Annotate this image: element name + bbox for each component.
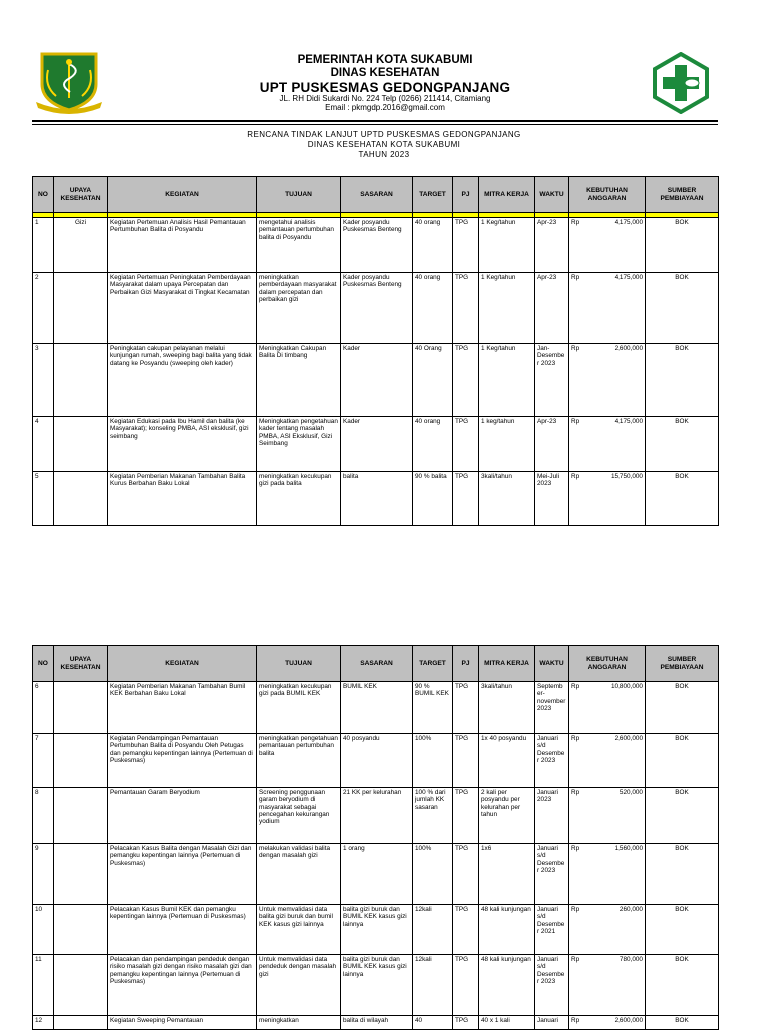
column-header: MITRA KERJA [479,646,535,682]
table-header-row [33,646,719,682]
column-header: PJ [453,177,479,213]
address: JL. RH Didi Sukardi No. 224 Telp (0266) 211414, Citamiang [279,93,491,103]
column-header: NO [33,177,54,213]
currency-label: Rp [571,274,580,281]
currency-label: Rp [571,845,580,852]
cell-upaya [54,1016,108,1030]
cell-sasaran: balita di wilayah [341,1016,413,1030]
table-row [33,844,719,905]
cell-no: 1 [33,218,54,273]
cell-anggaran [569,788,646,844]
cell-waktu: Januari s/d Desember 2021 [535,905,569,955]
cell-sumber: BOK [646,417,719,472]
cell-sasaran: balita gizi buruk dan BUMIL KEK kasus gizi lainnya [341,905,413,955]
cell-sumber: BOK [646,218,719,273]
amount-value: 15,750,000 [611,473,643,480]
cell-tujuan: meningkatkan pengetahuan pemantauan pertumbuhan balita [257,734,341,788]
amount-value: 2,600,000 [614,345,643,352]
cell-target: 100 % dari jumlah KK sasaran [413,788,453,844]
cell-no: 7 [33,734,54,788]
cell-kegiatan: Kegiatan Pertemuan Analisis Hasil Pemantauan Pertumbuhan Balita di Posyandu [108,218,257,273]
cell-anggaran [569,955,646,1016]
letterhead [0,0,768,125]
cell-kegiatan: Pelacakan Kasus Bumil KEK dan pemangku kepentingan lainnya (Pertemuan di Puskesmas) [108,905,257,955]
table-row [33,417,719,472]
table-row [33,905,719,955]
amount-value: 4,175,000 [614,418,643,425]
cell-sumber: BOK [646,1016,719,1030]
cell-sumber: BOK [646,734,719,788]
cell-sasaran: Kader posyandu Puskesmas Benteng [341,273,413,344]
cell-target: 90 % BUMIL KEK [413,682,453,734]
cell-tujuan: mengetahui analisis pemantauan pertumbuhan balita di Posyandu [257,218,341,273]
cell-tujuan: meningkatkan kecukupan gizi pada balita [257,472,341,526]
cell-upaya [54,844,108,905]
column-header: SUMBER PEMBIAYAAN [646,177,719,213]
amount-value: 780,000 [619,956,643,963]
cell-pj: TPG [453,844,479,905]
cell-sasaran: 40 posyandu [341,734,413,788]
column-header: TUJUAN [257,177,341,213]
cell-anggaran [569,734,646,788]
column-header: TARGET [413,177,453,213]
cell-pj: TPG [453,472,479,526]
column-header: KEBUTUHAN ANGGARAN [569,646,646,682]
cell-waktu: Januari [535,1016,569,1030]
cell-target: 40 orang [413,273,453,344]
table-header-row [33,177,719,213]
cell-anggaran [569,682,646,734]
table-row [33,734,719,788]
cell-mitra: 40 x 1 kali [479,1016,535,1030]
cell-kegiatan: Kegiatan Pendampingan Pemantauan Pertumbuhan Balita di Posyandu Oleh Petugas dan pemangku kepentingan lainnya (Pertemuan di Puskesmas) [108,734,257,788]
currency-label: Rp [571,906,580,913]
title-line-2: DINAS KESEHATAN KOTA SUKABUMI [307,140,461,149]
cell-kegiatan: Kegiatan Pemberian Makanan Tambahan Bumil KEK Berbahan Baku Lokal [108,682,257,734]
cell-tujuan: melakukan validasi balita dengan masalah gizi [257,844,341,905]
title-line-3: TAHUN 2023 [358,150,410,159]
cell-waktu: Apr-23 [535,218,569,273]
cell-waktu: Apr-23 [535,417,569,472]
currency-label: Rp [571,789,580,796]
cell-anggaran [569,273,646,344]
cell-anggaran [569,905,646,955]
cell-mitra: 48 kali kunjungan [479,905,535,955]
cell-sumber: BOK [646,472,719,526]
cell-no: 12 [33,1016,54,1030]
amount-value: 1,560,000 [614,845,643,852]
cell-pj: TPG [453,734,479,788]
cell-waktu: Januari 2023 [535,788,569,844]
city-emblem-logo [34,50,104,114]
cell-anggaran [569,472,646,526]
cell-tujuan: meningkatkan kecukupan gizi pada BUMIL KEK [257,682,341,734]
cell-mitra: 1 Keg/tahun [479,273,535,344]
cell-upaya: Gizi [54,218,108,273]
cell-pj: TPG [453,905,479,955]
cell-no: 11 [33,955,54,1016]
currency-label: Rp [571,418,580,425]
cell-tujuan: Meningkatkan pengetahuan kader tentang masalah PMBA, ASI Eksklusif, Gizi Seimbang [257,417,341,472]
column-header: UPAYA KESEHATAN [54,646,108,682]
cell-mitra: 3kali/tahun [479,682,535,734]
cell-pj: TPG [453,218,479,273]
cell-target: 100% [413,734,453,788]
cell-sasaran: BUMIL KEK [341,682,413,734]
cell-upaya [54,273,108,344]
column-header: UPAYA KESEHATAN [54,177,108,213]
plan-table-2 [32,645,719,1030]
cell-pj: TPG [453,682,479,734]
cell-kegiatan: Kegiatan Sweeping Pemantauan [108,1016,257,1030]
cell-sumber: BOK [646,682,719,734]
column-header: KEGIATAN [108,646,257,682]
plan-table-1 [32,176,719,526]
column-header: MITRA KERJA [479,177,535,213]
email: Email : pkmgdp.2016@gmail.com [325,102,445,112]
cell-target: 40 [413,1016,453,1030]
cell-target: 100% [413,844,453,905]
cell-kegiatan: Peningkatan cakupan pelayanan melalui kunjungan rumah, sweeping bagi balita yang tidak datang ke Posyandu (sweeping oleh kader) [108,344,257,417]
amount-value: 4,175,000 [614,274,643,281]
cell-target: 90 % balita [413,472,453,526]
cell-upaya [54,734,108,788]
cell-kegiatan: Kegiatan Pertemuan Peningkatan Pemberdayaan Masyarakat dalam upaya Percepatan dan Perbaikan Gizi Masyarakat di Tingkat Kecamatan [108,273,257,344]
cell-upaya [54,417,108,472]
cell-anggaran [569,218,646,273]
cell-pj: TPG [453,273,479,344]
cell-anggaran [569,344,646,417]
cell-sasaran: Kader [341,344,413,417]
cell-mitra: 1x6 [479,844,535,905]
table-row [33,344,719,417]
amount-value: 10,800,000 [611,683,643,690]
cell-no: 9 [33,844,54,905]
cell-tujuan: meningkatkan [257,1016,341,1030]
cell-kegiatan: Pemantauan Garam Beryodium [108,788,257,844]
cell-tujuan: Screening penggunaan garam beryodium di masyarakat sebagai pencegahan kekurangan yodium [257,788,341,844]
cell-sumber: BOK [646,273,719,344]
cell-waktu: Apr-23 [535,273,569,344]
column-header: SASARAN [341,177,413,213]
amount-value: 520,000 [619,789,643,796]
letterhead-rule [32,120,718,122]
amount-value: 2,600,000 [614,1017,643,1024]
cell-mitra: 48 kali kunjungan [479,955,535,1016]
column-header: KEBUTUHAN ANGGARAN [569,177,646,213]
currency-label: Rp [571,345,580,352]
cell-tujuan: Untuk memvalidasi data balita gizi buruk dan bumil KEK kasus gizi lainnya [257,905,341,955]
table-row [33,955,719,1016]
currency-label: Rp [571,219,580,226]
department-name: DINAS KESEHATAN [330,66,440,79]
cell-no: 10 [33,905,54,955]
column-header: NO [33,646,54,682]
cell-sumber: BOK [646,955,719,1016]
table-row [33,273,719,344]
cell-target: 40 orang [413,218,453,273]
cell-anggaran [569,1016,646,1030]
institution-name: UPT PUSKESMAS GEDONGPANJANG [259,79,511,95]
cell-waktu: September-november 2023 [535,682,569,734]
cell-target: 12kali [413,905,453,955]
currency-label: Rp [571,735,580,742]
cell-waktu: Jan-Desember 2023 [535,344,569,417]
column-header: SASARAN [341,646,413,682]
cell-kegiatan: Pelacakan dan pendampingan pendeduk dengan risiko masalah gizi dengan risiko masalah gizi dan pemangku kepentingan lainnya (Pertemuan di Puskesmas) [108,955,257,1016]
cell-upaya [54,955,108,1016]
cell-kegiatan: Pelacakan Kasus Balita dengan Masalah Gizi dan pemangku kepentingan lainnya (Pertemuan di Puskesmas) [108,844,257,905]
cell-sasaran: balita gizi buruk dan BUMIL KEK kasus gizi lainnya [341,955,413,1016]
cell-mitra: 3kali/tahun [479,472,535,526]
cell-anggaran [569,844,646,905]
gov-name: PEMERINTAH KOTA SUKABUMI [297,54,473,66]
cell-waktu: Januari s/d Desember 2023 [535,734,569,788]
cell-upaya [54,472,108,526]
column-header: WAKTU [535,646,569,682]
cell-waktu: Januari s/d Desember 2023 [535,844,569,905]
currency-label: Rp [571,1017,580,1024]
currency-label: Rp [571,683,580,690]
column-header: SUMBER PEMBIAYAAN [646,646,719,682]
cell-waktu: Mei-Juli 2023 [535,472,569,526]
cell-tujuan: meningkatkan pemberdayaan masyarakat dalam percepatan dan perbaikan gizi [257,273,341,344]
cell-kegiatan: Kegiatan Pemberian Makanan Tambahan Balita Kurus Berbahan Baku Lokal [108,472,257,526]
cell-anggaran [569,417,646,472]
cell-sumber: BOK [646,905,719,955]
amount-value: 260,000 [619,906,643,913]
cell-pj: TPG [453,344,479,417]
cell-no: 8 [33,788,54,844]
cell-tujuan: Untuk memvalidasi data pendeduk dengan masalah gizi [257,955,341,1016]
cell-mitra: 1 Keg/tahun [479,344,535,417]
title-line-1: RENCANA TINDAK LANJUT UPTD PUSKESMAS GEDONGPANJANG [247,130,521,139]
table-row [33,788,719,844]
cell-no: 2 [33,273,54,344]
cell-sumber: BOK [646,788,719,844]
cell-sumber: BOK [646,344,719,417]
puskesmas-logo [652,52,710,114]
currency-label: Rp [571,956,580,963]
cell-kegiatan: Kegiatan Edukasi pada Ibu Hamil dan balita (ke Masyarakat); konseling PMBA, ASI eksklusif, gizi seimbang [108,417,257,472]
column-header: KEGIATAN [108,177,257,213]
cell-waktu: Januari s/d Desember 2023 [535,955,569,1016]
table-row [33,682,719,734]
cell-sasaran: balita [341,472,413,526]
cell-no: 4 [33,417,54,472]
cell-upaya [54,344,108,417]
cell-target: 40 Orang [413,344,453,417]
column-header: PJ [453,646,479,682]
amount-value: 4,175,000 [614,219,643,226]
cell-no: 6 [33,682,54,734]
cell-sumber: BOK [646,844,719,905]
cell-sasaran: 21 KK per kelurahan [341,788,413,844]
cell-mitra: 1 Keg/tahun [479,218,535,273]
cell-sasaran: 1 orang [341,844,413,905]
table-row [33,218,719,273]
letterhead-text [180,54,590,113]
column-header: WAKTU [535,177,569,213]
cell-pj: TPG [453,955,479,1016]
cell-pj: TPG [453,417,479,472]
cell-no: 5 [33,472,54,526]
cell-mitra: 2 kali per posyandu per kelurahan per tahun [479,788,535,844]
letterhead-rule-thin [32,124,718,125]
cell-sasaran: Kader posyandu Puskesmas Benteng [341,218,413,273]
cell-sasaran: Kader [341,417,413,472]
document-title [0,130,768,160]
cell-mitra: 1x 40 posyandu [479,734,535,788]
cell-pj: TPG [453,1016,479,1030]
cell-upaya [54,682,108,734]
cell-upaya [54,905,108,955]
table-row [33,472,719,526]
cell-tujuan: Meningkatkan Cakupan Balita Di timbang [257,344,341,417]
cell-upaya [54,788,108,844]
table-row [33,1016,719,1030]
column-header: TARGET [413,646,453,682]
amount-value: 2,600,000 [614,735,643,742]
currency-label: Rp [571,473,580,480]
cell-pj: TPG [453,788,479,844]
cell-target: 40 orang [413,417,453,472]
cell-no: 3 [33,344,54,417]
cell-target: 12kali [413,955,453,1016]
column-header: TUJUAN [257,646,341,682]
cell-mitra: 1 keg/tahun [479,417,535,472]
